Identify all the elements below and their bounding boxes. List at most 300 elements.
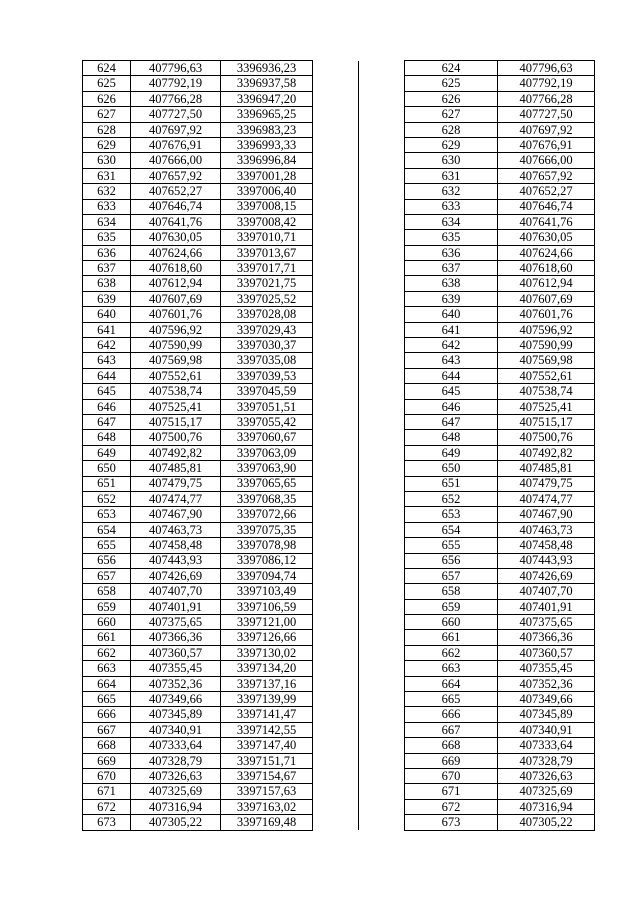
right-x-coordinate-cell: 407333,64 [498,738,595,753]
column-spacer [313,476,359,491]
right-x-coordinate-cell: 407676,91 [498,137,595,152]
left-point-number-cell: 647 [83,414,131,429]
right-x-coordinate-cell: 407697,92 [498,122,595,137]
left-point-number-cell: 640 [83,307,131,322]
left-point-number-cell: 661 [83,630,131,645]
right-point-number-cell: 652 [405,491,498,506]
left-x-coordinate-cell: 407485,81 [131,461,221,476]
left-x-coordinate-cell: 407316,94 [131,799,221,814]
left-y-coordinate-cell: 3397157,63 [221,784,313,799]
table-row [83,461,595,476]
left-x-coordinate-cell: 407426,69 [131,568,221,583]
left-y-coordinate-cell: 3396937,58 [221,76,313,91]
column-spacer [313,584,359,599]
left-point-number-cell: 669 [83,753,131,768]
right-point-number-cell: 650 [405,461,498,476]
table-row [83,107,595,122]
column-spacer [313,137,359,152]
left-y-coordinate-cell: 3397163,02 [221,799,313,814]
left-point-number-cell: 663 [83,661,131,676]
column-spacer [359,815,405,830]
column-spacer [359,645,405,660]
table-row [83,76,595,91]
left-point-number-cell: 654 [83,522,131,537]
column-spacer [313,214,359,229]
left-x-coordinate-cell: 407538,74 [131,384,221,399]
column-spacer [313,676,359,691]
left-y-coordinate-cell: 3397035,08 [221,353,313,368]
right-x-coordinate-cell: 407401,91 [498,599,595,614]
right-x-coordinate-cell: 407443,93 [498,553,595,568]
left-y-coordinate-cell: 3396965,25 [221,107,313,122]
left-point-number-cell: 671 [83,784,131,799]
column-spacer [359,430,405,445]
column-spacer [313,107,359,122]
table-row [83,184,595,199]
left-point-number-cell: 650 [83,461,131,476]
table-row [83,338,595,353]
left-x-coordinate-cell: 407646,74 [131,199,221,214]
column-spacer [313,507,359,522]
column-spacer [313,538,359,553]
column-spacer [313,61,359,76]
right-x-coordinate-cell: 407601,76 [498,307,595,322]
left-point-number-cell: 662 [83,645,131,660]
column-spacer [313,184,359,199]
left-x-coordinate-cell: 407624,66 [131,245,221,260]
right-x-coordinate-cell: 407328,79 [498,753,595,768]
column-spacer [313,522,359,537]
left-x-coordinate-cell: 407525,41 [131,399,221,414]
right-x-coordinate-cell: 407552,61 [498,368,595,383]
right-point-number-cell: 629 [405,137,498,152]
table-row [83,676,595,691]
left-y-coordinate-cell: 3397075,35 [221,522,313,537]
column-spacer [359,137,405,152]
column-spacer [359,599,405,614]
left-x-coordinate-cell: 407515,17 [131,414,221,429]
left-x-coordinate-cell: 407326,63 [131,768,221,783]
left-y-coordinate-cell: 3397060,67 [221,430,313,445]
left-x-coordinate-cell: 407325,69 [131,784,221,799]
right-point-number-cell: 668 [405,738,498,753]
right-x-coordinate-cell: 407766,28 [498,91,595,106]
column-spacer [359,615,405,630]
column-spacer [359,353,405,368]
left-point-number-cell: 668 [83,738,131,753]
column-spacer [359,322,405,337]
right-point-number-cell: 664 [405,676,498,691]
right-x-coordinate-cell: 407538,74 [498,384,595,399]
left-point-number-cell: 633 [83,199,131,214]
left-y-coordinate-cell: 3397028,08 [221,307,313,322]
column-spacer [313,645,359,660]
column-spacer [313,338,359,353]
right-point-number-cell: 642 [405,338,498,353]
column-spacer [359,214,405,229]
column-spacer [313,784,359,799]
column-spacer [359,61,405,76]
right-point-number-cell: 656 [405,553,498,568]
column-spacer [359,707,405,722]
left-y-coordinate-cell: 3397103,49 [221,584,313,599]
right-point-number-cell: 624 [405,61,498,76]
left-y-coordinate-cell: 3397008,42 [221,214,313,229]
left-y-coordinate-cell: 3397051,51 [221,399,313,414]
column-spacer [313,445,359,460]
left-x-coordinate-cell: 407366,36 [131,630,221,645]
left-x-coordinate-cell: 407349,66 [131,692,221,707]
right-point-number-cell: 647 [405,414,498,429]
right-x-coordinate-cell: 407467,90 [498,507,595,522]
right-point-number-cell: 638 [405,276,498,291]
table-row [83,353,595,368]
left-point-number-cell: 630 [83,153,131,168]
right-x-coordinate-cell: 407492,82 [498,445,595,460]
left-point-number-cell: 659 [83,599,131,614]
left-point-number-cell: 648 [83,430,131,445]
column-spacer [313,799,359,814]
column-spacer [313,153,359,168]
column-spacer [359,291,405,306]
right-point-number-cell: 670 [405,768,498,783]
column-spacer [359,692,405,707]
right-point-number-cell: 643 [405,353,498,368]
column-spacer [359,307,405,322]
left-x-coordinate-cell: 407796,63 [131,61,221,76]
right-point-number-cell: 625 [405,76,498,91]
column-spacer [313,322,359,337]
column-spacer [359,199,405,214]
right-x-coordinate-cell: 407607,69 [498,291,595,306]
column-spacer [359,476,405,491]
left-point-number-cell: 664 [83,676,131,691]
left-point-number-cell: 634 [83,214,131,229]
left-y-coordinate-cell: 3397154,67 [221,768,313,783]
right-point-number-cell: 631 [405,168,498,183]
column-spacer [359,399,405,414]
left-point-number-cell: 657 [83,568,131,583]
left-y-coordinate-cell: 3397139,99 [221,692,313,707]
right-x-coordinate-cell: 407305,22 [498,815,595,830]
left-y-coordinate-cell: 3397045,59 [221,384,313,399]
left-point-number-cell: 645 [83,384,131,399]
right-point-number-cell: 666 [405,707,498,722]
left-y-coordinate-cell: 3397078,98 [221,538,313,553]
table-row [83,599,595,614]
right-point-number-cell: 659 [405,599,498,614]
table-row [83,276,595,291]
left-point-number-cell: 658 [83,584,131,599]
left-point-number-cell: 667 [83,722,131,737]
right-point-number-cell: 649 [405,445,498,460]
right-point-number-cell: 657 [405,568,498,583]
table-row [83,753,595,768]
left-x-coordinate-cell: 407657,92 [131,168,221,183]
left-point-number-cell: 636 [83,245,131,260]
left-y-coordinate-cell: 3396947,20 [221,91,313,106]
column-spacer [359,507,405,522]
column-spacer [313,168,359,183]
left-point-number-cell: 660 [83,615,131,630]
left-point-number-cell: 652 [83,491,131,506]
column-spacer [313,461,359,476]
column-spacer [313,491,359,506]
column-spacer [313,353,359,368]
right-point-number-cell: 653 [405,507,498,522]
column-spacer [313,692,359,707]
table-row [83,507,595,522]
column-spacer [313,307,359,322]
left-y-coordinate-cell: 3397039,53 [221,368,313,383]
left-y-coordinate-cell: 3397086,12 [221,553,313,568]
column-spacer [359,553,405,568]
table-row [83,91,595,106]
left-x-coordinate-cell: 407596,92 [131,322,221,337]
column-spacer [359,414,405,429]
left-y-coordinate-cell: 3397021,75 [221,276,313,291]
column-spacer [313,291,359,306]
right-x-coordinate-cell: 407646,74 [498,199,595,214]
column-spacer [313,230,359,245]
right-x-coordinate-cell: 407657,92 [498,168,595,183]
left-y-coordinate-cell: 3396983,23 [221,122,313,137]
coordinates-table [82,60,595,831]
left-x-coordinate-cell: 407766,28 [131,91,221,106]
right-point-number-cell: 648 [405,430,498,445]
right-x-coordinate-cell: 407360,57 [498,645,595,660]
column-spacer [359,676,405,691]
right-x-coordinate-cell: 407641,76 [498,214,595,229]
table-row [83,307,595,322]
left-y-coordinate-cell: 3397017,71 [221,261,313,276]
right-point-number-cell: 654 [405,522,498,537]
column-spacer [359,153,405,168]
left-x-coordinate-cell: 407727,50 [131,107,221,122]
right-x-coordinate-cell: 407316,94 [498,799,595,814]
left-point-number-cell: 644 [83,368,131,383]
left-x-coordinate-cell: 407479,75 [131,476,221,491]
right-x-coordinate-cell: 407596,92 [498,322,595,337]
right-x-coordinate-cell: 407618,60 [498,261,595,276]
right-point-number-cell: 640 [405,307,498,322]
column-spacer [359,584,405,599]
column-spacer [359,76,405,91]
right-x-coordinate-cell: 407796,63 [498,61,595,76]
left-y-coordinate-cell: 3397008,15 [221,199,313,214]
left-x-coordinate-cell: 407641,76 [131,214,221,229]
left-y-coordinate-cell: 3397029,43 [221,322,313,337]
table-row [83,199,595,214]
table-row [83,568,595,583]
right-x-coordinate-cell: 407349,66 [498,692,595,707]
left-y-coordinate-cell: 3397063,90 [221,461,313,476]
right-point-number-cell: 626 [405,91,498,106]
left-y-coordinate-cell: 3397142,55 [221,722,313,737]
right-x-coordinate-cell: 407485,81 [498,461,595,476]
column-spacer [313,707,359,722]
table-row [83,168,595,183]
table-row [83,707,595,722]
left-point-number-cell: 651 [83,476,131,491]
left-point-number-cell: 655 [83,538,131,553]
table-row [83,230,595,245]
column-spacer [313,553,359,568]
right-x-coordinate-cell: 407624,66 [498,245,595,260]
column-spacer [313,815,359,830]
table-row [83,538,595,553]
right-point-number-cell: 667 [405,722,498,737]
left-point-number-cell: 637 [83,261,131,276]
left-point-number-cell: 643 [83,353,131,368]
left-point-number-cell: 638 [83,276,131,291]
left-y-coordinate-cell: 3397151,71 [221,753,313,768]
left-y-coordinate-cell: 3397065,65 [221,476,313,491]
table-row [83,491,595,506]
table-row [83,722,595,737]
right-point-number-cell: 644 [405,368,498,383]
column-spacer [313,722,359,737]
left-y-coordinate-cell: 3397141,47 [221,707,313,722]
left-point-number-cell: 635 [83,230,131,245]
column-spacer [359,107,405,122]
table-row [83,615,595,630]
column-spacer [313,738,359,753]
right-x-coordinate-cell: 407479,75 [498,476,595,491]
column-spacer [313,414,359,429]
table-row [83,414,595,429]
table-row [83,245,595,260]
left-y-coordinate-cell: 3397169,48 [221,815,313,830]
column-spacer [313,76,359,91]
left-point-number-cell: 656 [83,553,131,568]
left-x-coordinate-cell: 407360,57 [131,645,221,660]
right-x-coordinate-cell: 407792,19 [498,76,595,91]
right-point-number-cell: 655 [405,538,498,553]
table-row [83,815,595,830]
left-x-coordinate-cell: 407407,70 [131,584,221,599]
left-y-coordinate-cell: 3397072,66 [221,507,313,522]
table-row [83,768,595,783]
table-row [83,137,595,152]
column-spacer [359,491,405,506]
column-spacer [359,230,405,245]
left-y-coordinate-cell: 3397025,52 [221,291,313,306]
right-point-number-cell: 651 [405,476,498,491]
table-row [83,784,595,799]
left-x-coordinate-cell: 407552,61 [131,368,221,383]
right-point-number-cell: 633 [405,199,498,214]
table-row [83,153,595,168]
column-spacer [359,522,405,537]
right-x-coordinate-cell: 407340,91 [498,722,595,737]
left-y-coordinate-cell: 3396996,84 [221,153,313,168]
left-x-coordinate-cell: 407305,22 [131,815,221,830]
right-point-number-cell: 663 [405,661,498,676]
table-row [83,476,595,491]
column-spacer [359,276,405,291]
right-x-coordinate-cell: 407375,65 [498,615,595,630]
left-y-coordinate-cell: 3397126,66 [221,630,313,645]
left-x-coordinate-cell: 407590,99 [131,338,221,353]
left-x-coordinate-cell: 407666,00 [131,153,221,168]
left-x-coordinate-cell: 407375,65 [131,615,221,630]
left-x-coordinate-cell: 407652,27 [131,184,221,199]
right-point-number-cell: 673 [405,815,498,830]
left-y-coordinate-cell: 3397001,28 [221,168,313,183]
column-spacer [359,338,405,353]
column-spacer [359,630,405,645]
table-row [83,553,595,568]
right-point-number-cell: 636 [405,245,498,260]
right-point-number-cell: 669 [405,753,498,768]
table-row [83,214,595,229]
left-point-number-cell: 639 [83,291,131,306]
column-spacer [359,368,405,383]
column-spacer [313,276,359,291]
column-spacer [359,738,405,753]
left-y-coordinate-cell: 3397013,67 [221,245,313,260]
left-x-coordinate-cell: 407352,36 [131,676,221,691]
table-row [83,430,595,445]
left-point-number-cell: 666 [83,707,131,722]
left-point-number-cell: 646 [83,399,131,414]
column-spacer [359,799,405,814]
table-row [83,384,595,399]
column-spacer [313,261,359,276]
right-x-coordinate-cell: 407352,36 [498,676,595,691]
right-x-coordinate-cell: 407366,36 [498,630,595,645]
right-point-number-cell: 660 [405,615,498,630]
right-point-number-cell: 661 [405,630,498,645]
column-spacer [313,430,359,445]
right-x-coordinate-cell: 407458,48 [498,538,595,553]
table-row [83,445,595,460]
column-spacer [359,461,405,476]
left-x-coordinate-cell: 407401,91 [131,599,221,614]
left-point-number-cell: 649 [83,445,131,460]
left-x-coordinate-cell: 407458,48 [131,538,221,553]
left-x-coordinate-cell: 407676,91 [131,137,221,152]
right-point-number-cell: 662 [405,645,498,660]
column-spacer [359,245,405,260]
left-y-coordinate-cell: 3397010,71 [221,230,313,245]
right-point-number-cell: 628 [405,122,498,137]
left-point-number-cell: 642 [83,338,131,353]
column-spacer [359,784,405,799]
left-point-number-cell: 629 [83,137,131,152]
column-spacer [359,538,405,553]
table-row [83,692,595,707]
right-x-coordinate-cell: 407355,45 [498,661,595,676]
left-x-coordinate-cell: 407500,76 [131,430,221,445]
left-y-coordinate-cell: 3397094,74 [221,568,313,583]
table-row [83,630,595,645]
column-spacer [313,399,359,414]
left-x-coordinate-cell: 407618,60 [131,261,221,276]
left-y-coordinate-cell: 3397130,02 [221,645,313,660]
column-spacer [313,384,359,399]
right-x-coordinate-cell: 407666,00 [498,153,595,168]
column-spacer [313,91,359,106]
left-y-coordinate-cell: 3396993,33 [221,137,313,152]
left-y-coordinate-cell: 3397134,20 [221,661,313,676]
table-row [83,61,595,76]
right-x-coordinate-cell: 407515,17 [498,414,595,429]
right-point-number-cell: 635 [405,230,498,245]
left-point-number-cell: 627 [83,107,131,122]
right-x-coordinate-cell: 407407,70 [498,584,595,599]
